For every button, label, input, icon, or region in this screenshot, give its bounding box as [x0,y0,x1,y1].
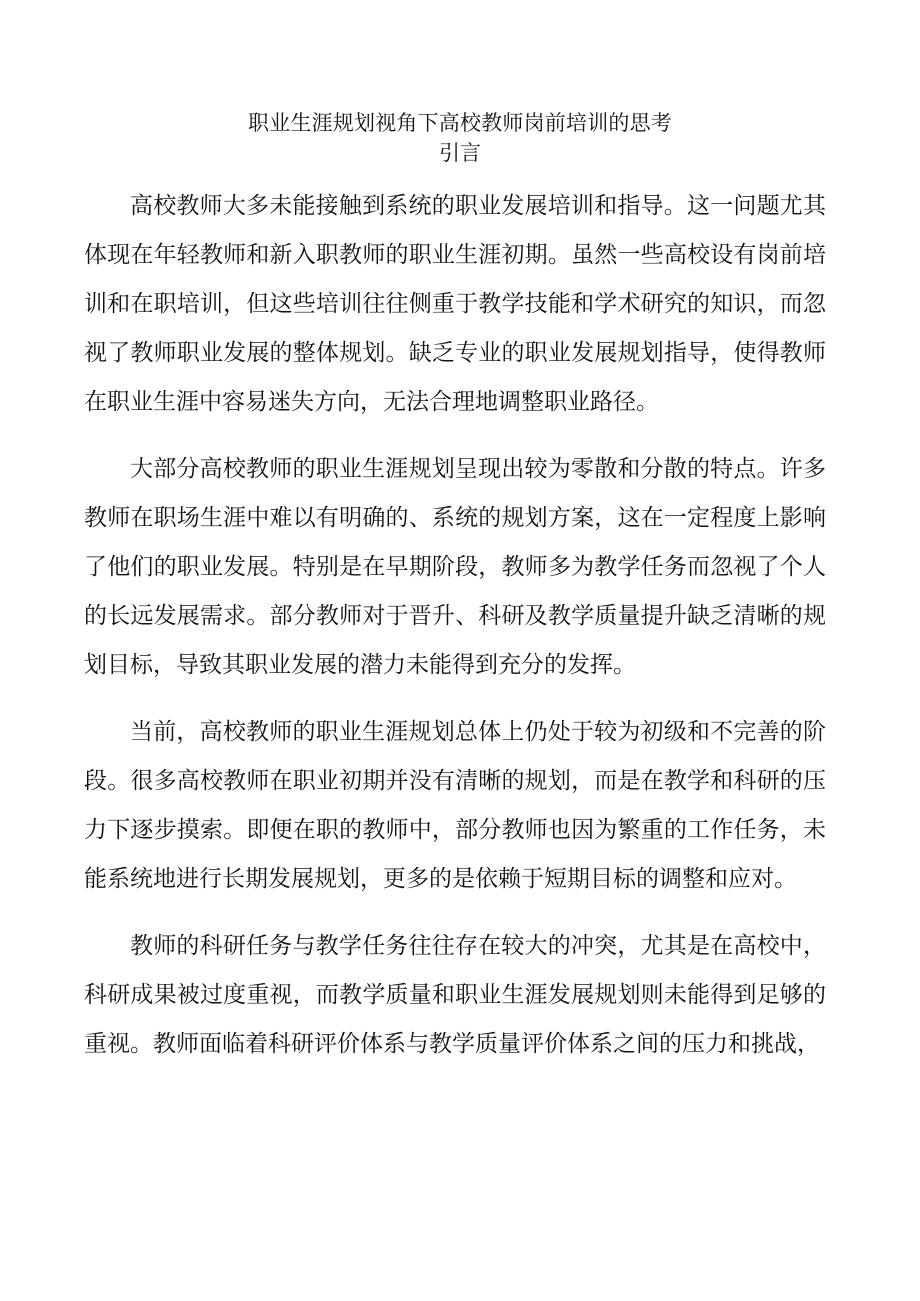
paragraph: 高校教师大多未能接触到系统的职业发展培训和指导。这一问题尤其体现在年轻教师和新入职教师的职业生涯初期。虽然一些高校设有岗前培训和在职培训，但这些培训往往侧重于教学技能和学术研究的知识，而忽视了教师职业发展的整体规划。缺乏专业的职业发展规划指导，使得教师在职业生涯中容易迷失方向，无法合理地调整职业路径。 [84,193,826,415]
paragraph: 大部分高校教师的职业生涯规划呈现出较为零散和分散的特点。许多教师在职场生涯中难以有明确的、系统的规划方案，这在一定程度上影响了他们的职业发展。特别是在早期阶段，教师多为教学任务而忽视了个人的长远发展需求。部分教师对于晋升、科研及教学质量提升缺乏清晰的规划目标，导致其职业发展的潜力未能得到充分的发挥。 [84,456,826,678]
paragraph: 教师的科研任务与教学任务往往存在较大的冲突，尤其是在高校中，科研成果被过度重视，而教学质量和职业生涯发展规划则未能得到足够的重视。教师面临着科研评价体系与教学质量评价体系之间的压力和挑战， [84,933,826,1057]
document-body [84,182,826,1087]
section-heading: 引言 [439,141,481,165]
document-title: 职业生涯规划视角下高校教师岗前培训的思考 [248,111,672,135]
paragraph: 当前，高校教师的职业生涯规划总体上仍处于较为初级和不完善的阶段。很多高校教师在职业初期并没有清晰的规划，而是在教学和科研的压力下逐步摸索。即便在职的教师中，部分教师也因为繁重的工作任务，未能系统地进行长期发展规划，更多的是依赖于短期目标的调整和应对。 [84,719,826,892]
